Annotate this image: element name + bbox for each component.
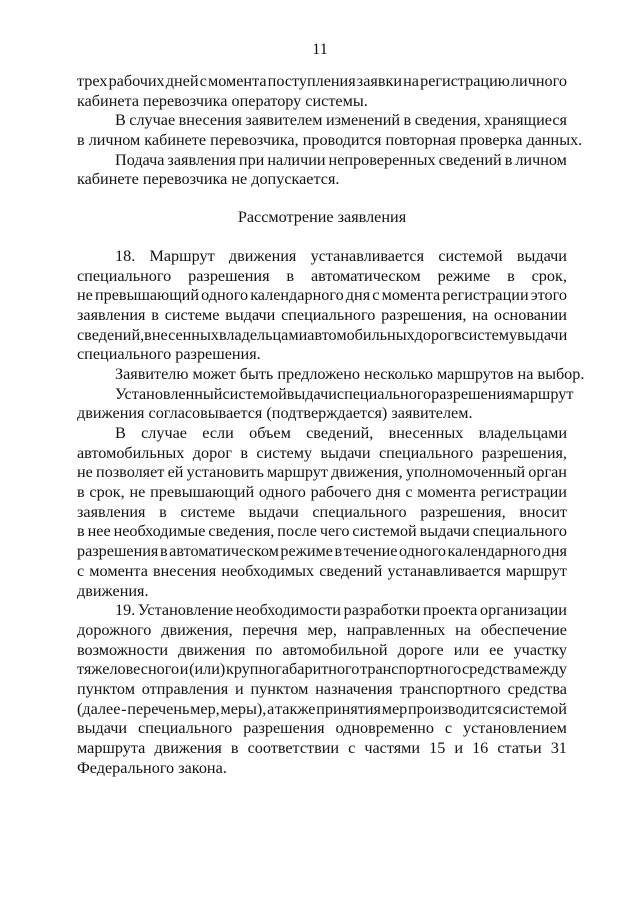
text-line: движения. <box>77 581 149 600</box>
paragraph-unverified <box>77 151 567 190</box>
text-line: специального разрешения. <box>77 345 261 364</box>
text-line: возможности движения по автомобильной дороге или ее участку <box>77 640 567 659</box>
paragraph-insufficient <box>77 424 567 601</box>
text-line: автомобильных дорог в систему выдачи специального разрешения, <box>77 443 567 462</box>
text-line: тяжеловесного и (или) крупногабаритного транспортного средства между <box>77 660 567 679</box>
text-line: кабинета перевозчика оператору системы. <box>77 91 368 110</box>
section-heading: Рассмотрение заявления <box>237 208 407 227</box>
text-line: В случае если объем сведений, внесенных владельцами <box>115 424 567 442</box>
text-line: В случае внесения заявителем изменений в сведения, хранящиеся <box>115 111 567 130</box>
text-line: выдачи специального разрешения одновременно с установлением <box>77 719 567 738</box>
paragraph-18 <box>77 247 567 365</box>
text-line: движения согласовывается (подтверждается) заявителем. <box>77 404 473 423</box>
text-line: не позволяет ей установить маршрут движения, уполномоченный орган <box>77 463 567 482</box>
paragraph-19 <box>77 601 567 778</box>
paragraph-changes <box>77 111 583 150</box>
document-body <box>77 72 585 778</box>
text-line: специального разрешения в автоматическом режиме в срок, <box>77 266 567 285</box>
text-line: разрешения в автоматическом режиме в течение одного календарного дня <box>77 542 567 561</box>
text-line: 18. Маршрут движения устанавливается системой выдачи <box>115 246 567 265</box>
text-line: в нее необходимые сведения, после чего системой выдачи специального <box>77 522 567 541</box>
paragraph-confirmed <box>77 384 574 424</box>
text-line: кабинете перевозчика не допускается. <box>77 170 340 189</box>
text-line: Установленный системой выдачи специального разрешения маршрут <box>115 384 574 403</box>
text-line: дорожного движения, перечня мер, направленных на обеспечение <box>77 620 567 639</box>
page-number: 11 <box>312 41 328 58</box>
text-line: с момента внесения необходимых сведений устанавливается маршрут <box>77 561 567 580</box>
paragraph-continuation <box>77 72 567 111</box>
paragraphs-after-heading <box>77 246 585 779</box>
text-line: маршрута движения в соответствии с частями 15 и 16 статьи 31 <box>77 739 567 757</box>
text-line: пунктом отправления и пунктом назначения транспортного средства <box>77 679 567 698</box>
text-line: заявления в системе выдачи специального разрешения, вносит <box>77 502 567 521</box>
text-line: в личном кабинете перевозчика, проводится повторная проверка данных. <box>77 131 583 150</box>
text-line: не превышающий одного календарного дня с момента регистрации этого <box>77 286 567 305</box>
text-line: (далее - перечень мер, меры), а также принятия мер производится системой <box>77 699 567 718</box>
text-line: трех рабочих дней с момента поступления заявки на регистрацию личного <box>77 72 567 90</box>
text-line: Заявителю может быть предложено несколько маршрутов на выбор. <box>115 364 585 383</box>
text-line: заявления в системе выдачи специального разрешения, на основании <box>77 305 567 324</box>
text-line: в срок, не превышающий одного рабочего дня с момента регистрации <box>77 483 567 502</box>
paragraphs-before-heading <box>77 72 583 190</box>
text-line: сведений, внесенных владельцами автомобильных дорог в систему выдачи <box>77 325 568 344</box>
paragraph-routes <box>77 364 585 385</box>
text-line: Подача заявления при наличии непроверенных сведений в личном <box>115 150 567 169</box>
text-line: Федерального закона. <box>77 758 227 777</box>
text-line: 19. Установление необходимости разработки проекта организации <box>115 601 567 620</box>
